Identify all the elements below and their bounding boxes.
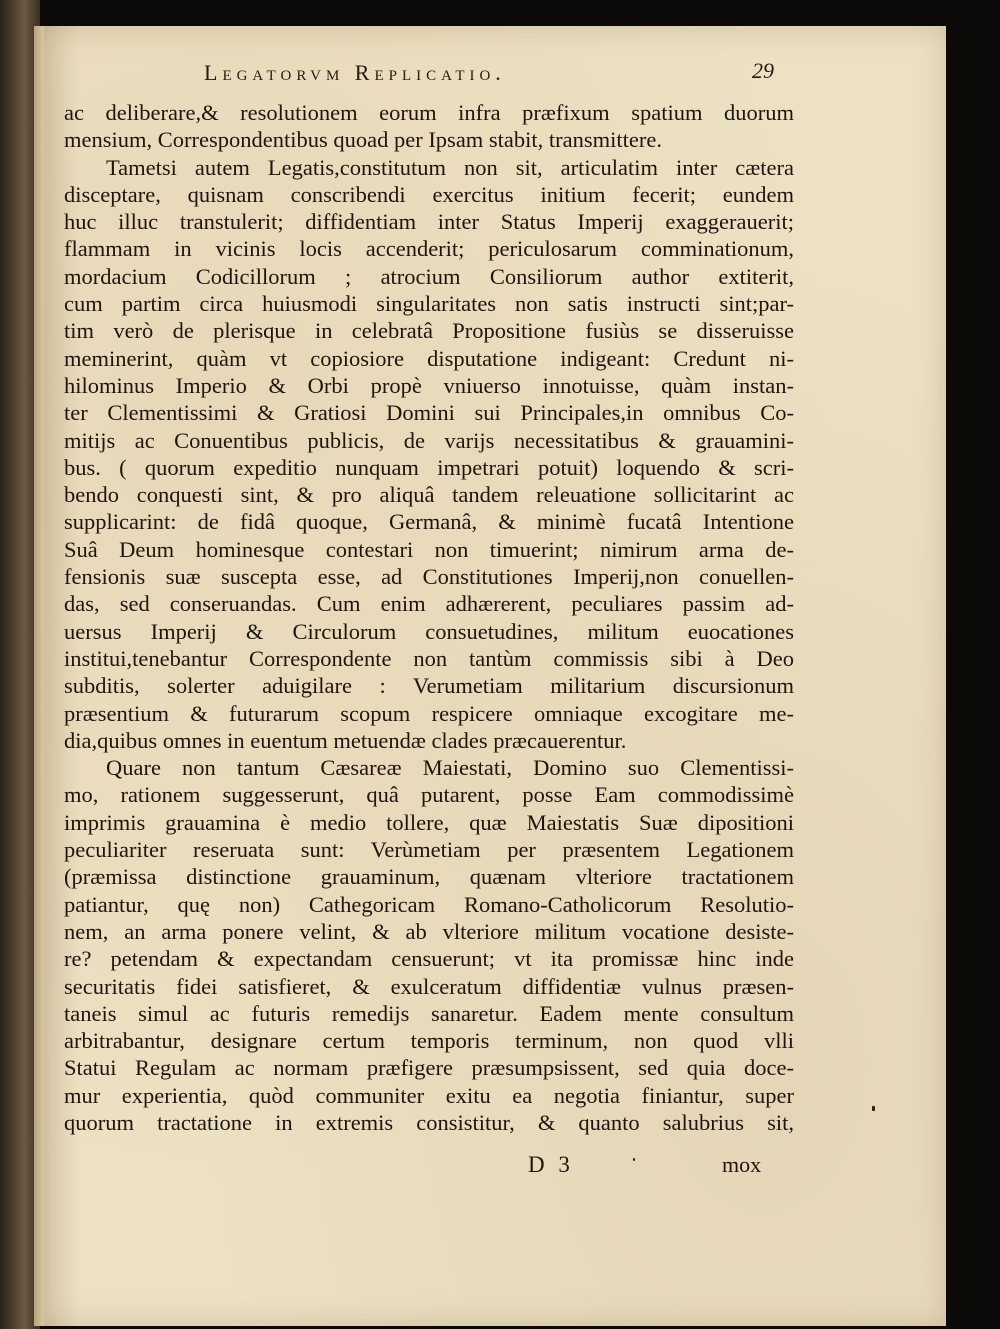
text-line: nem, an arma ponere velint, & ab vlteriore militum vocatione desiste- bbox=[64, 918, 794, 944]
text-line: Tametsi autem Legatis,constitutum non sit, articulatim inter cætera bbox=[106, 154, 794, 180]
text-line: taneis simul ac futuris remedijs sanaretur. Eadem mente consultum bbox=[64, 1000, 794, 1026]
text-line: mur experientia, quòd communiter exitu ea negotia finiantur, super bbox=[64, 1082, 794, 1108]
text-line: hilominus Imperio & Orbi propè vniuerso innotuisse, quàm instan- bbox=[64, 372, 794, 398]
text-line: (præmissa distinctione grauaminum, quænam vlteriore tractationem bbox=[64, 864, 794, 890]
text-line: uersus Imperij & Circulorum consuetudines, militum euocationes bbox=[64, 618, 794, 644]
text-line: supplicarint: de fidâ quoque, Germanâ, & minimè fucatâ Intentione bbox=[64, 509, 794, 535]
page-number: 29 bbox=[752, 58, 774, 83]
running-head: Legatorvm Replicatio. bbox=[204, 60, 506, 85]
text-line: huc illuc transtulerit; diffidentiam inter Status Imperij exaggerauerit; bbox=[64, 209, 794, 235]
text-line: Suâ Deum hominesque contestari non timuerint; nimirum arma de- bbox=[64, 536, 794, 562]
text-line: disceptare, quisnam conscribendi exercitus initium fecerit; eundem bbox=[64, 181, 794, 207]
text-line: mitijs ac Conuentibus publicis, de varijs necessitatibus & grauamini- bbox=[64, 427, 794, 453]
text-line: institui,tenebantur Correspondente non tantùm commissis sibi à Deo bbox=[64, 645, 794, 671]
catchword: mox bbox=[722, 1152, 762, 1177]
text-line: mensium, Correspondentibus quoad per Ipsam stabit, transmittere. bbox=[64, 127, 663, 153]
text-line: mo, rationem suggesserunt, quâ putarent, posse Eam commodissimè bbox=[64, 782, 794, 808]
text-line: re? petendam & expectandam censuerunt; vt ita promissæ hinc inde bbox=[64, 946, 794, 972]
signature-mark: D 3 bbox=[528, 1152, 574, 1177]
text-line: fensionis suæ suscepta esse, ad Constitutiones Imperij,non conuellen- bbox=[64, 564, 794, 590]
text-line: bus. ( quorum expeditio nunquam impetrari potuit) loquendo & scri- bbox=[64, 454, 794, 480]
text-line: mordacium Codicillorum ; atrocium Consiliorum author extiterit, bbox=[64, 263, 794, 289]
text-line: das, sed conseruandas. Cum enim adhærerent, peculiares passim ad- bbox=[64, 591, 794, 617]
text-line: peculiariter reseruata sunt: Verùmetiam per præsentem Legationem bbox=[64, 837, 794, 863]
text-line: meminerint, quàm vt copiosiore disputatione indigeant: Credunt ni- bbox=[64, 345, 794, 371]
text-line: patiantur, quę non) Cathegoricam Romano-Catholicorum Resolutio- bbox=[64, 891, 794, 917]
text-line: imprimis grauamina è medio tollere, quæ Maiestatis Suæ dipositioni bbox=[64, 809, 794, 835]
text-line: præsentium & futurarum scopum respicere omniaque excogitare me- bbox=[64, 700, 794, 726]
text-line: bendo conquesti sint, & pro aliquâ tandem releuatione sollicitarint ac bbox=[64, 482, 794, 508]
text-line: tim verò de plerisque in celebratâ Propositione fusiùs se disseruisse bbox=[64, 318, 794, 344]
text-line: ter Clementissimi & Gratiosi Domini sui Principales,in omnibus Co- bbox=[64, 400, 794, 426]
text-line: Quare non tantum Cæsareæ Maiestati, Domino suo Clementissi- bbox=[106, 755, 794, 781]
text-line: securitatis fidei satisfieret, & exulceratum diffidentiæ vulnus præsen- bbox=[64, 973, 794, 999]
page-gutter-shadow bbox=[34, 26, 44, 1326]
body-text bbox=[64, 99, 794, 1136]
text-line: cum partim circa huiusmodi singularitates non satis instructi sint;par- bbox=[64, 291, 794, 317]
text-line: Statui Regulam ac normam præfigere præsumpsissent, sed quia doce- bbox=[64, 1055, 794, 1081]
text-line: arbitrabantur, designare certum temporis terminum, non quod vlli bbox=[64, 1028, 794, 1054]
text-line: flammam in vicinis locis accenderit; periculosarum comminationum, bbox=[64, 236, 794, 262]
text-line: subditis, solerter aduigilare : Verumetiam militarium discursionum bbox=[64, 673, 794, 699]
text-line: quorum tractatione in extremis consistitur, & quanto salubrius sit, bbox=[64, 1109, 794, 1135]
text-line: dia,quibus omnes in euentum metuendæ clades præcauerentur. bbox=[64, 727, 627, 753]
text-line: ac deliberare,& resolutionem eorum infra præfixum spatium duorum bbox=[64, 100, 794, 125]
ink-speck bbox=[872, 1106, 875, 1111]
ink-speck bbox=[633, 1158, 635, 1161]
